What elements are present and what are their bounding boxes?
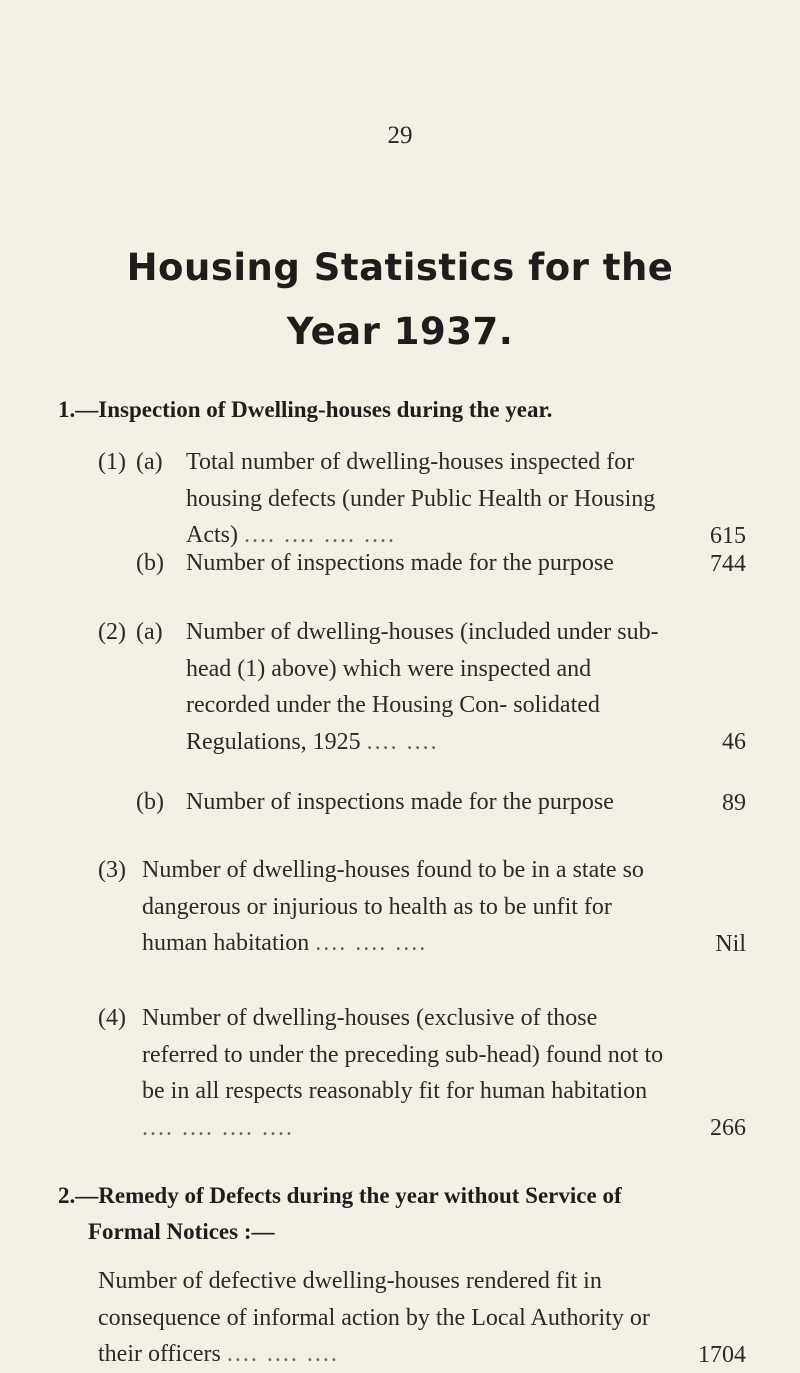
section1-heading: 1.—Inspection of Dwelling-houses during the year.: [58, 392, 552, 428]
item-4-leader: .... .... .... ....: [142, 1115, 294, 1141]
item-3: [98, 852, 746, 962]
section2-item: [98, 1263, 746, 1373]
item-4-value: 266: [710, 1110, 746, 1147]
item-3-text: Number of dwelling-houses found to be in a state so dangerous or injurious to health as to be unfit for human habitation: [142, 857, 644, 956]
item-1a-leader: .... .... .... ....: [244, 522, 396, 548]
section2-heading: [58, 1178, 622, 1250]
item-1a-sub: (a): [136, 444, 163, 481]
section2-text: Number of defective dwelling-houses rendered fit in consequence of informal action by the Local Authority or their officers: [98, 1268, 650, 1367]
item-2a-sub: (a): [136, 614, 163, 651]
item-1b-text: Number of inspections made for the purpose: [186, 550, 614, 576]
item-3-number: (3): [98, 852, 126, 889]
item-2b-text: Number of inspections made for the purpose: [186, 789, 614, 815]
section2-value: 1704: [698, 1337, 746, 1373]
item-1a: [98, 444, 746, 554]
item-2a-text: Number of dwelling-houses (included under sub-head (1) above) which were inspected and recorded under the Housing Con- solidated Regulations, 1925: [186, 619, 659, 755]
section2-heading-line2: Formal Notices :—: [88, 1214, 622, 1250]
section2-heading-line1: 2.—Remedy of Defects during the year without Service of: [58, 1178, 622, 1214]
item-1b-sub: (b): [136, 545, 164, 582]
item-2b: [98, 784, 746, 821]
item-1a-text: Total number of dwelling-houses inspected for housing defects (under Public Health or Housing Acts): [186, 449, 655, 548]
page-title: [0, 236, 800, 364]
section2-leader: .... .... ....: [227, 1341, 339, 1367]
item-2b-sub: (b): [136, 784, 164, 821]
item-2b-value: 89: [722, 785, 746, 822]
page-number: 29: [0, 122, 800, 150]
item-4-number: (4): [98, 1000, 126, 1037]
item-1a-number: (1): [98, 444, 126, 481]
item-1b-value: 744: [710, 546, 746, 583]
item-2a-number: (2): [98, 614, 126, 651]
item-2a-leader: .... ....: [367, 729, 439, 755]
item-1b: [98, 545, 746, 582]
item-1a-value: 615: [710, 518, 746, 555]
page-title-line1: Housing Statistics for the: [0, 236, 800, 300]
item-2a: [98, 614, 746, 760]
item-2a-value: 46: [722, 724, 746, 761]
item-3-leader: .... .... ....: [315, 930, 427, 956]
item-4: [98, 1000, 746, 1146]
page-title-line2: Year 1937.: [0, 300, 800, 364]
item-4-text: Number of dwelling-houses (exclusive of those referred to under the preceding sub-head) found not to be in all respects reasonably fit for human habitation: [142, 1005, 663, 1104]
item-3-value: Nil: [715, 926, 746, 963]
